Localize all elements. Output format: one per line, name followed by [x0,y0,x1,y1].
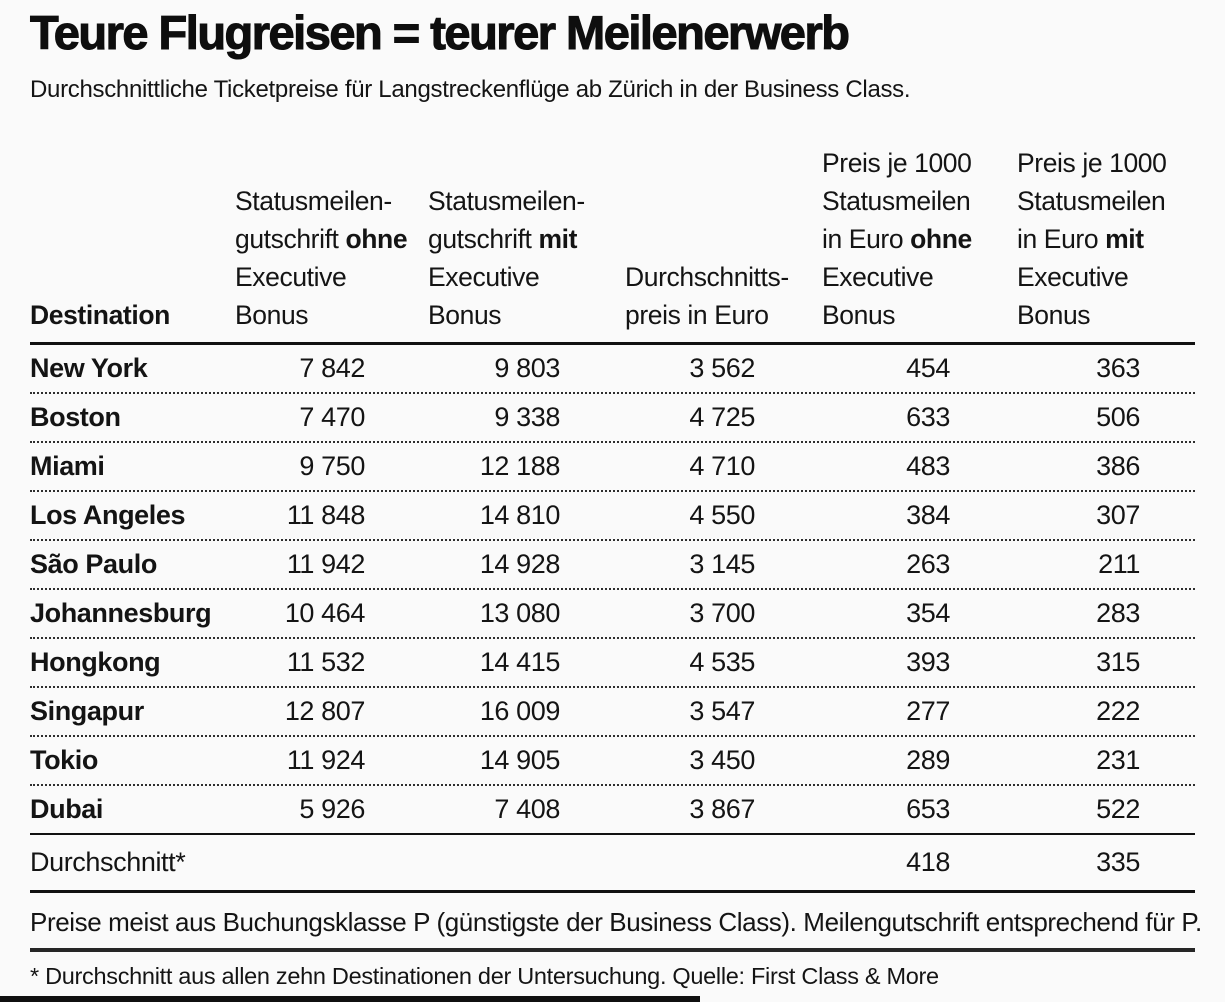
table-row [30,688,1195,737]
cell-average-price: 3 562 [689,353,755,383]
table-body [30,345,1195,893]
cell-price-per-1000-without-bonus: 289 [906,745,950,775]
cell-statusmiles-without-bonus: 7 470 [299,402,365,432]
table-row [30,541,1195,590]
booking-class-note: Preise meist aus Buchungsklasse P (günstigste der Business Class). Meilengutschrift entsprechend für P. [30,907,1202,937]
cell-statusmiles-with-bonus: 14 810 [479,500,560,530]
cell-price-per-1000-without-bonus: 384 [906,500,950,530]
cell-destination: Singapur [30,696,144,726]
cell-price-per-1000-with-bonus: 335 [1096,847,1140,877]
cell-price-per-1000-without-bonus: 418 [906,847,950,877]
table-row [30,786,1195,835]
cell-destination: Johannesburg [30,598,212,628]
table-row [30,394,1195,443]
cell-average-price: 4 535 [689,647,755,677]
cell-destination: Tokio [30,745,98,775]
page-title: Teure Flugreisen = teurer Meilenerwerb [30,6,849,59]
cell-price-per-1000-with-bonus: 315 [1096,647,1140,677]
cell-average-price: 3 145 [689,549,755,579]
cell-statusmiles-with-bonus: 9 338 [494,402,560,432]
table-row [30,492,1195,541]
cell-statusmiles-without-bonus: 5 926 [299,794,365,824]
bottom-edge-bar [0,996,700,1002]
cell-price-per-1000-without-bonus: 277 [906,696,950,726]
cell-average-price: 3 450 [689,745,755,775]
cell-average-price: 4 710 [689,451,755,481]
cell-price-per-1000-without-bonus: 263 [906,549,950,579]
cell-average-price: 3 867 [689,794,755,824]
cell-price-per-1000-with-bonus: 231 [1096,745,1140,775]
page-subtitle: Durchschnittliche Ticketpreise für Langstreckenflüge ab Zürich in der Business Class. [30,76,911,103]
cell-statusmiles-without-bonus: 12 807 [284,696,365,726]
cell-price-per-1000-with-bonus: 522 [1096,794,1140,824]
cell-price-per-1000-with-bonus: 307 [1096,500,1140,530]
table-header-row [30,104,1195,345]
cell-statusmiles-with-bonus: 13 080 [479,598,560,628]
cell-statusmiles-without-bonus: 11 848 [286,500,365,530]
cell-average-price: 3 547 [689,696,755,726]
cell-destination: Durchschnitt* [30,847,186,877]
column-header-price-per-1000-without-bonus: Preis je 1000 Statusmeilen in Euro ohne Executive Bonus [822,148,972,330]
cell-statusmiles-without-bonus: 11 532 [286,647,365,677]
column-header-price-per-1000-with-bonus: Preis je 1000 Statusmeilen in Euro mit Executive Bonus [1017,148,1167,330]
cell-statusmiles-without-bonus: 10 464 [284,598,365,628]
cell-price-per-1000-with-bonus: 386 [1096,451,1140,481]
source-footnote: * Durchschnitt aus allen zehn Destinationen der Untersuchung. Quelle: First Class & More [30,963,939,989]
column-header-statusmiles-without-bonus: Statusmeilen- gutschrift ohne Executive Bonus [235,186,408,330]
cell-price-per-1000-with-bonus: 506 [1096,402,1140,432]
table-row [30,639,1195,688]
table-row [30,443,1195,492]
cell-destination: São Paulo [30,549,157,579]
cell-statusmiles-with-bonus: 7 408 [494,794,560,824]
cell-average-price: 4 725 [689,402,755,432]
cell-statusmiles-with-bonus: 16 009 [479,696,560,726]
cell-price-per-1000-without-bonus: 653 [906,794,950,824]
table-row [30,590,1195,639]
cell-average-price: 3 700 [689,598,755,628]
cell-price-per-1000-with-bonus: 211 [1098,549,1140,579]
column-header-average-price: Durchschnitts- preis in Euro [625,262,789,330]
cell-price-per-1000-with-bonus: 283 [1096,598,1140,628]
table-row [30,835,1195,893]
cell-destination: Boston [30,402,121,432]
cell-statusmiles-without-bonus: 9 750 [299,451,365,481]
cell-price-per-1000-with-bonus: 222 [1096,696,1140,726]
cell-statusmiles-with-bonus: 14 928 [479,549,560,579]
cell-price-per-1000-without-bonus: 633 [906,402,950,432]
cell-price-per-1000-without-bonus: 354 [906,598,950,628]
cell-price-per-1000-without-bonus: 483 [906,451,950,481]
column-header-statusmiles-with-bonus: Statusmeilen- gutschrift mit Executive Bonus [428,186,585,330]
cell-statusmiles-with-bonus: 14 415 [479,647,560,677]
cell-destination: Los Angeles [30,500,186,530]
cell-price-per-1000-with-bonus: 363 [1096,353,1140,383]
cell-destination: Dubai [30,794,104,824]
cell-destination: Hongkong [30,647,161,677]
cell-statusmiles-without-bonus: 7 842 [299,353,365,383]
cell-destination: New York [30,353,148,383]
table-row [30,345,1195,394]
cell-price-per-1000-without-bonus: 454 [906,353,950,383]
cell-price-per-1000-without-bonus: 393 [906,647,950,677]
cell-statusmiles-without-bonus: 11 924 [286,745,365,775]
cell-destination: Miami [30,451,105,481]
cell-statusmiles-with-bonus: 14 905 [479,745,560,775]
cell-statusmiles-with-bonus: 9 803 [494,353,560,383]
cell-statusmiles-without-bonus: 11 942 [286,549,365,579]
cell-statusmiles-with-bonus: 12 188 [479,451,560,481]
cell-average-price: 4 550 [689,500,755,530]
column-header-destination: Destination [30,300,170,330]
table-row [30,737,1195,786]
